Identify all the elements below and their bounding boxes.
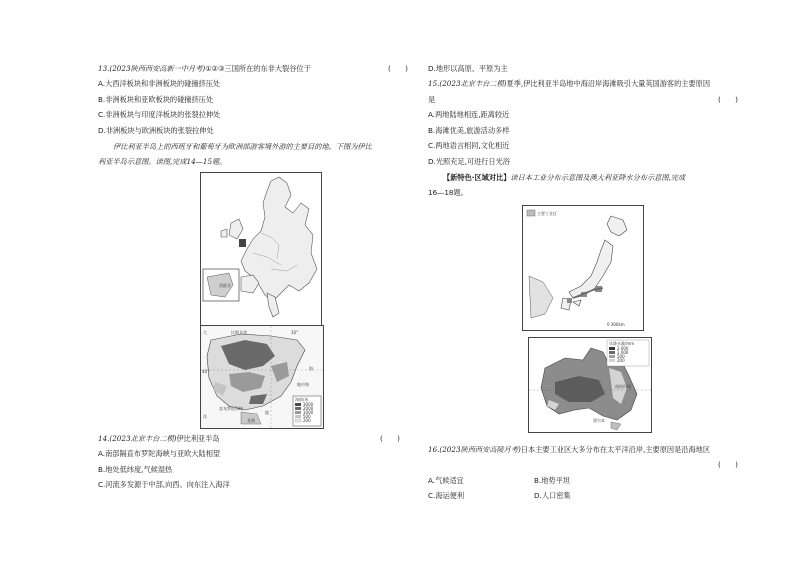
q13-option-a[interactable]: A.大西洋板块和非洲板块的碰撞挤压处 — [98, 79, 221, 88]
intro2-text: 读日本工业分布示意图及澳大利亚降水分布示意图,完成 — [510, 173, 686, 182]
q14-answer-paren[interactable]: ( ) — [380, 434, 400, 443]
label-da: 大 — [203, 330, 207, 335]
q15-option-a[interactable]: A.两地陆地相连,距离较近 — [428, 110, 510, 119]
europe-map — [200, 172, 322, 326]
q16-stem — [428, 445, 710, 455]
q14-option-d[interactable]: D.地形以高原、平原为主 — [428, 64, 508, 73]
intro2-line2: 16—18题。 — [428, 188, 468, 197]
japan-map — [522, 205, 644, 331]
legend-200: 200 — [303, 418, 311, 423]
q15-answer-paren[interactable]: ( ) — [718, 95, 738, 104]
q14-option-b[interactable]: B.地处低纬度,气候湿热 — [98, 465, 173, 474]
q14-stem — [98, 434, 220, 444]
q15-option-c[interactable]: C.两地语言相同,文化相近 — [428, 141, 510, 150]
q13-stem — [98, 64, 311, 74]
japan-scale: 0 300km — [607, 322, 625, 327]
label-gibraltar: 直布罗陀海峡 — [219, 406, 243, 411]
label-40deg: 40° — [202, 369, 210, 374]
label-hai: 海 — [309, 366, 313, 371]
q16-body: 日本主要工业区大多分布在太平洋沿岸,主要原因是沿海地区 — [520, 445, 711, 454]
label-10deg: 10° — [291, 330, 299, 335]
aus-legend-title: 年降水量/mm — [609, 341, 635, 346]
q15-option-d[interactable]: D.光照充足,可进行日光浴 — [428, 157, 510, 166]
tropic-label: 南回归线 — [615, 384, 631, 389]
q14-option-a[interactable]: A.南部隔直布罗陀海峡与亚欧大陆相望 — [98, 449, 221, 458]
label-med: 地中海 — [297, 382, 309, 387]
q13-answer-paren[interactable]: ( ) — [388, 64, 408, 73]
legend-1000: 1000 — [303, 410, 314, 415]
q13-option-d[interactable]: D.非洲板块与欧洲板块的张裂拉伸处 — [98, 126, 214, 135]
intro1-line2: 利亚半岛示意图。读图,完成14—15题。 — [98, 157, 227, 166]
label-biscay: 比斯开湾 — [231, 330, 247, 335]
inset-label: 西班牙 — [219, 283, 231, 288]
q15-stem — [428, 79, 710, 89]
australia-map — [528, 337, 652, 433]
q14-source: 14.(2023北京丰台二模) — [98, 434, 177, 443]
q14-option-c[interactable]: C.河流多发源于中部,向西、向东注入海洋 — [98, 480, 230, 489]
legend-title: 海拔/米 — [295, 397, 309, 402]
q13-option-b[interactable]: B.非洲板块和亚欧板块的碰撞挤压处 — [98, 95, 214, 104]
japan-legend: 主要工业区 — [537, 211, 557, 216]
aus-legend-2000: 2 000 — [617, 346, 629, 351]
q13-option-c[interactable]: C.非洲板块与印度洋板块的张裂拉伸处 — [98, 110, 221, 119]
aus-legend-1000: 1 000 — [617, 350, 629, 355]
q16-option-d[interactable]: D.人口密集 — [534, 491, 571, 500]
q14-body: 伊比利亚半岛 — [176, 434, 220, 443]
label-yang: 洋 — [203, 414, 207, 419]
q15-source: 15.(2023北京丰台二模) — [428, 79, 507, 88]
iberia-map — [200, 325, 324, 429]
melbourne-label: 墨尔本 — [593, 418, 605, 423]
q15-body: 夏季,伊比利亚半岛地中海沿岸海滩吸引大量英国游客的主要原因 — [506, 79, 711, 88]
aus-legend-200: 200 — [617, 358, 625, 363]
q16-source: 16.(2023陕西西安高陵月考) — [428, 445, 521, 454]
intro2-tag: 【新特色·区域对比】 — [443, 173, 511, 182]
q15-option-b[interactable]: B.海滩优美,旅游活动多样 — [428, 126, 510, 135]
q16-answer-paren[interactable]: ( ) — [718, 460, 738, 469]
label-di: 地 — [265, 410, 269, 415]
q16-option-b[interactable]: B.地势平坦 — [534, 476, 570, 485]
q15-stem-line2: 是 — [428, 95, 436, 104]
aus-legend-500: 500 — [617, 354, 625, 359]
intro1-line1: 伊比利亚半岛上的西班牙和葡萄牙为欧洲部游客境外游的主要目的地。下图为伊比 — [113, 142, 372, 151]
q16-option-c[interactable]: C.海运便利 — [428, 491, 465, 500]
q13-source: 13.(2023陕西西安高新一中月考) — [98, 64, 206, 73]
legend-3000: 3000 — [303, 402, 314, 407]
legend-2000: 2000 — [303, 406, 314, 411]
q16-option-a[interactable]: A.气候适宜 — [428, 476, 464, 485]
q13-body: ①②③三国所在的东非大裂谷位于 — [205, 64, 311, 73]
legend-500: 500 — [303, 414, 311, 419]
intro2-line1 — [443, 173, 685, 183]
label-africa: 非洲 — [247, 418, 255, 423]
